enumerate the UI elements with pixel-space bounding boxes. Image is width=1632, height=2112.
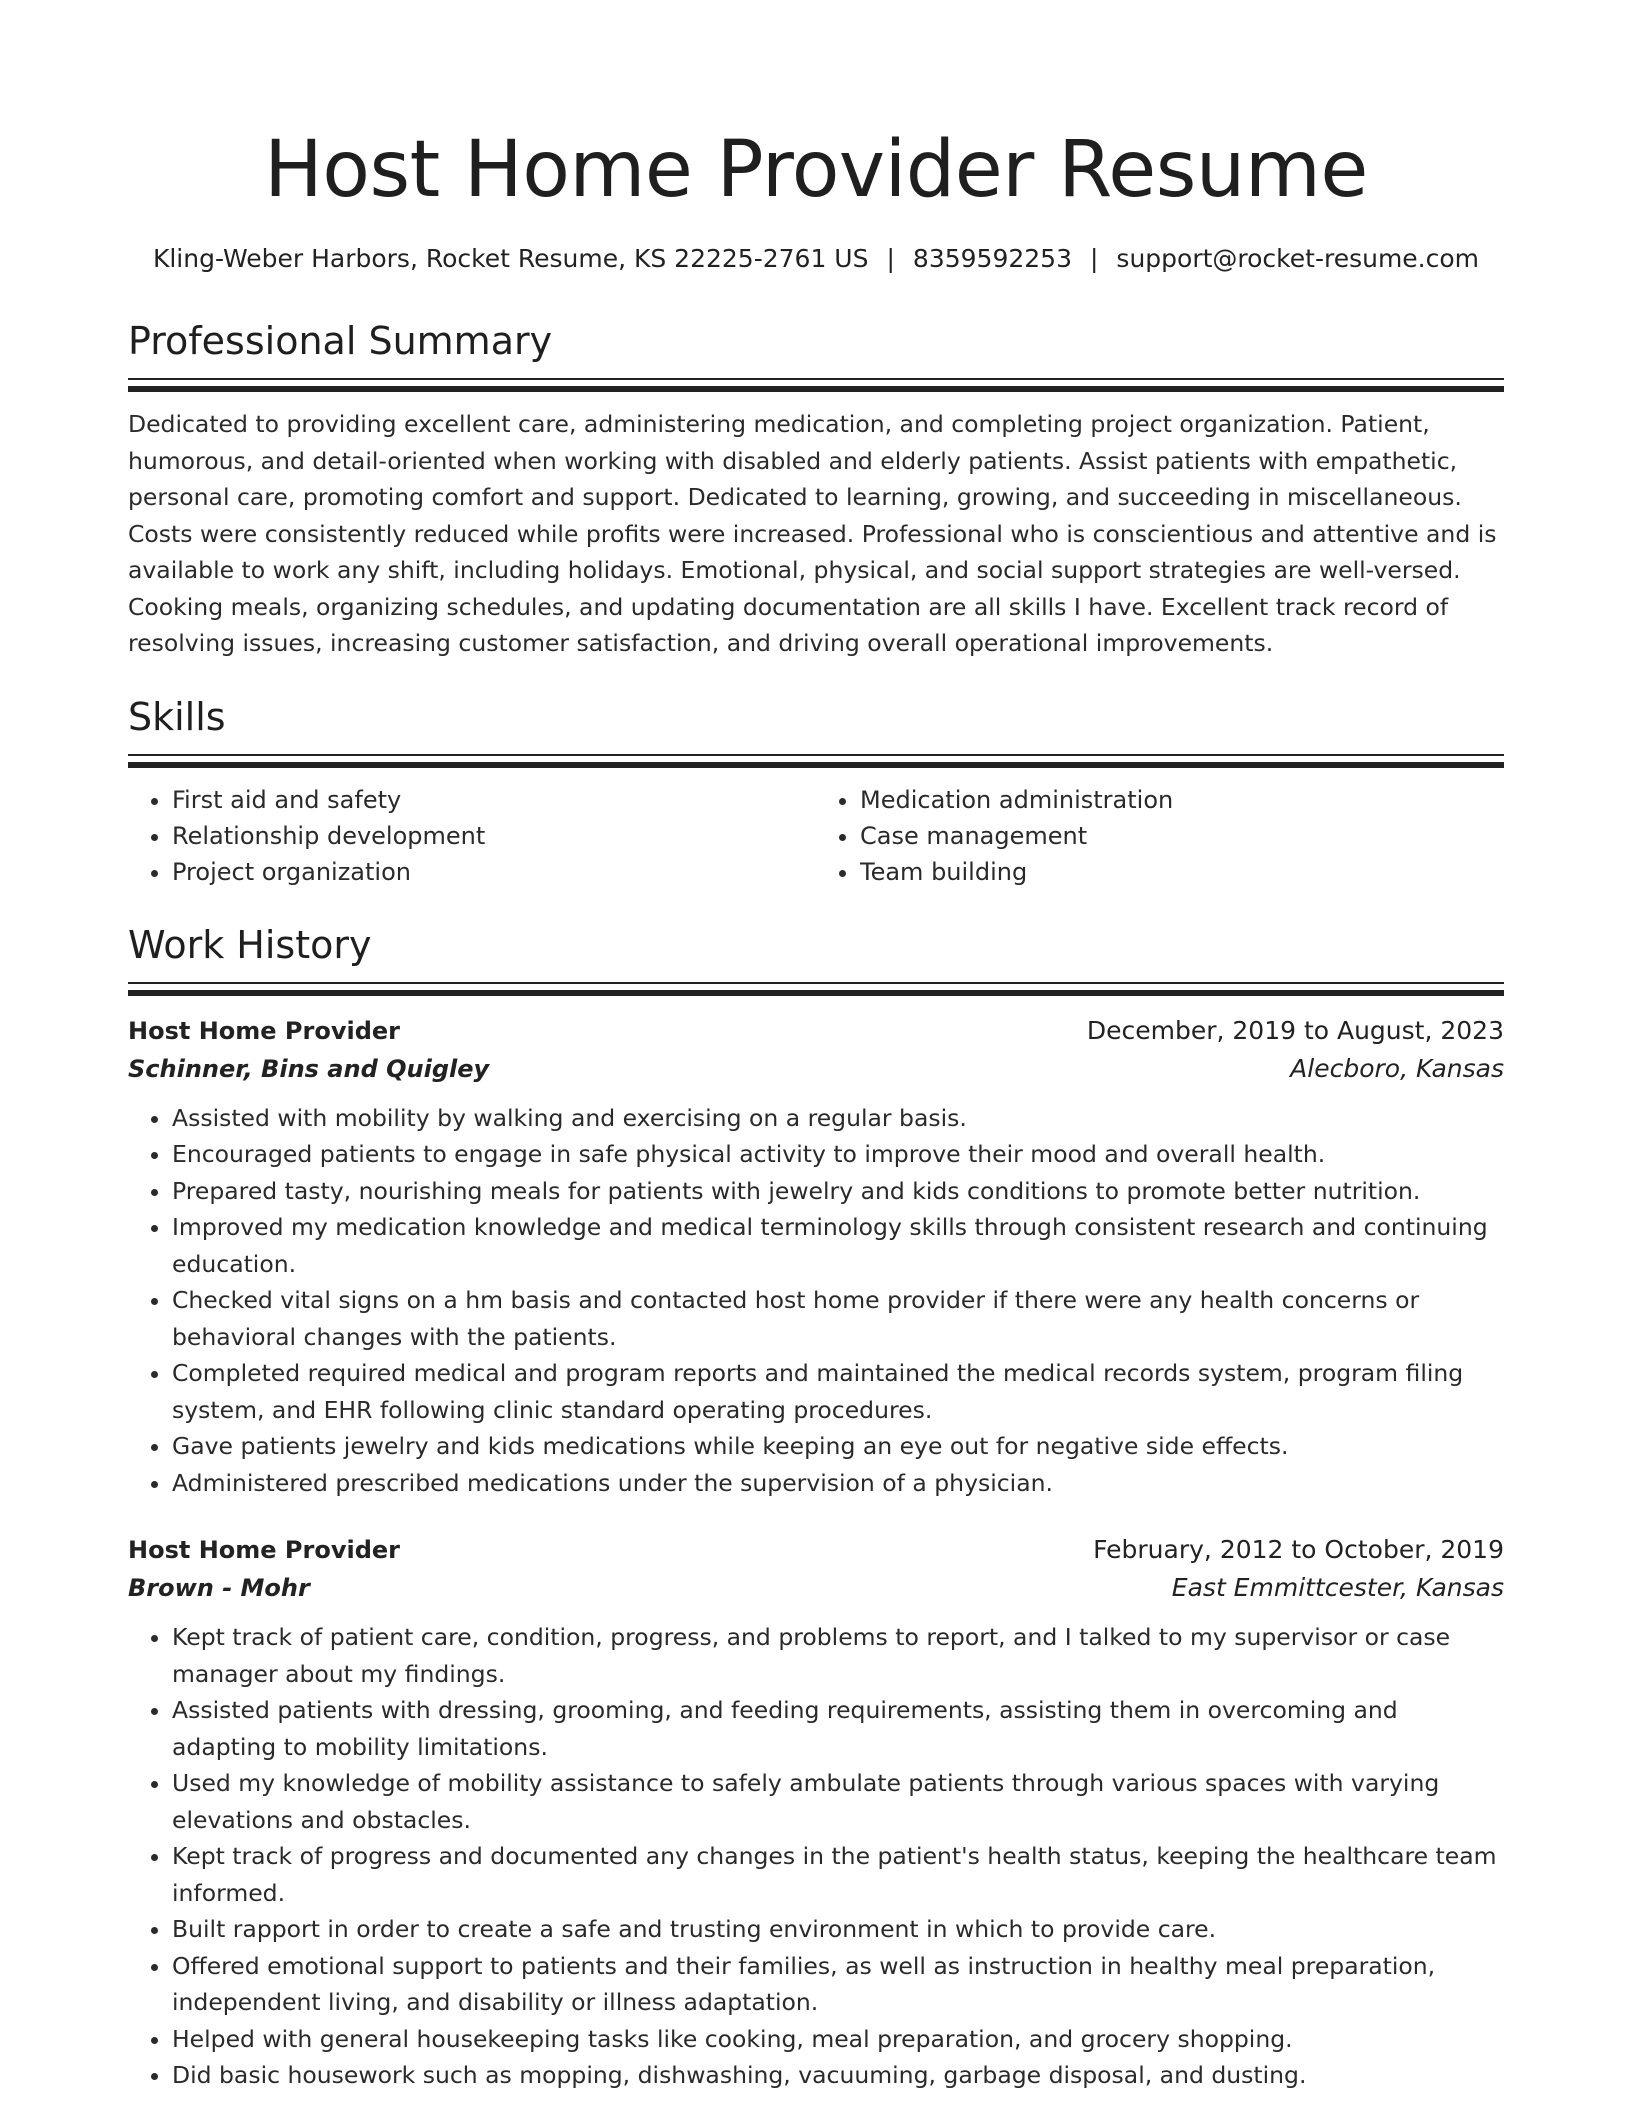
job-title: Host Home Provider [128,1536,400,1564]
job-bullets [128,1100,1504,1502]
job-entry [128,1012,1504,1502]
job-entry [128,1531,1504,2094]
job-bullet: • Helped with general housekeeping tasks like cooking, meal preparation, and grocery shopping. [172,2021,1504,2058]
job-header [128,1531,1504,1569]
skill-item: • Team building [860,854,1504,890]
job-header [128,1012,1504,1050]
work-heading: Work History [128,922,372,967]
summary-text: Dedicated to providing excellent care, administering medication, and completing project organization. Patient, humorous, and detail-oriented when working with disabled and elderly patients. Assist patients with empathetic, personal care, promoting comfort and support. Dedicated to learning, growing, and succeeding in miscellaneous. Costs were consistently reduced while profits were increased. Professional who is conscientious and attentive and is available to work any shift, including holidays. Emotional, physical, and social support strategies are well-versed. Cooking meals, organizing schedules, and updating documentation are all skills I have. Excellent track record of resolving issues, increasing customer satisfaction, and driving overall operational improvements. [128,410,1497,657]
work-section [128,920,1504,2094]
job-bullet: • Administered prescribed medications under the supervision of a physician. [172,1465,1504,1502]
contact-phone: 8359592253 [912,244,1072,273]
skill-item: • Relationship development [172,818,816,854]
skills-heading: Skills [128,694,226,739]
job-subheader [128,1569,1504,1607]
contact-line [128,242,1504,276]
job-bullets [128,1619,1504,2094]
skills-section [128,692,1504,890]
job-bullet: • Completed required medical and program reports and maintained the medical records system, program filing system, and EHR following clinic standard operating procedures. [172,1355,1504,1428]
skill-item: • First aid and safety [172,782,816,818]
job-bullet: • Kept track of progress and documented any changes in the patient's health status, keeping the healthcare team informed. [172,1838,1504,1911]
job-bullet: • Prepared tasty, nourishing meals for patients with jewelry and kids conditions to promote better nutrition. [172,1173,1504,1210]
job-bullet: • Offered emotional support to patients and their families, as well as instruction in healthy meal preparation, independent living, and disability or illness adaptation. [172,1948,1504,2021]
contact-email[interactable]: support@rocket-resume.com [1116,244,1480,273]
skill-item: • Medication administration [860,782,1504,818]
skills-column-right [816,782,1504,890]
job-bullet: • Assisted with mobility by walking and exercising on a regular basis. [172,1100,1504,1137]
section-divider [128,982,1504,996]
job-bullet: • Assisted patients with dressing, grooming, and feeding requirements, assisting them in overcoming and adapting to mobility limitations. [172,1692,1504,1765]
job-company: Schinner, Bins and Quigley [128,1054,490,1083]
job-bullet: • Gave patients jewelry and kids medications while keeping an eye out for negative side effects. [172,1428,1504,1465]
job-company: Brown - Mohr [128,1574,310,1602]
job-dates: February, 2012 to October, 2019 [1093,1535,1504,1564]
job-bullet: • Built rapport in order to create a safe and trusting environment in which to provide care. [172,1911,1504,1948]
page-title: Host Home Provider Resume [264,125,1368,215]
summary-heading: Professional Summary [128,319,553,363]
summary-section [128,316,1504,662]
skills-list [128,782,1504,890]
skills-column-left [128,782,816,890]
section-divider [128,378,1504,392]
job-bullet: • Did basic housework such as mopping, dishwashing, vacuuming, garbage disposal, and dusting. [172,2057,1504,2094]
contact-separator: | [886,244,895,273]
job-title: Host Home Provider [128,1016,400,1045]
job-location: Alecboro, Kansas [1290,1053,1504,1083]
job-subheader [128,1050,1504,1088]
job-bullet: • Used my knowledge of mobility assistance to safely ambulate patients through various spaces with varying elevations and obstacles. [172,1765,1504,1838]
job-bullet: • Kept track of patient care, condition, progress, and problems to report, and I talked to my supervisor or case manager about my findings. [172,1619,1504,1692]
job-bullet: • Checked vital signs on a hm basis and contacted host home provider if there were any health concerns or behavioral changes with the patients. [172,1282,1504,1355]
contact-address: Kling-Weber Harbors, Rocket Resume, KS 22225-2761 US [152,244,869,273]
job-bullet: • Improved my medication knowledge and medical terminology skills through consistent research and continuing education. [172,1209,1504,1282]
job-location: East Emmittcester, Kansas [1171,1573,1504,1602]
job-dates: December, 2019 to August, 2023 [1086,1015,1504,1045]
skill-item: • Project organization [172,854,816,890]
contact-separator: | [1089,244,1099,273]
skill-item: • Case management [860,818,1504,854]
section-divider [128,754,1504,768]
job-bullet: • Encouraged patients to engage in safe physical activity to improve their mood and overall health. [172,1136,1504,1173]
